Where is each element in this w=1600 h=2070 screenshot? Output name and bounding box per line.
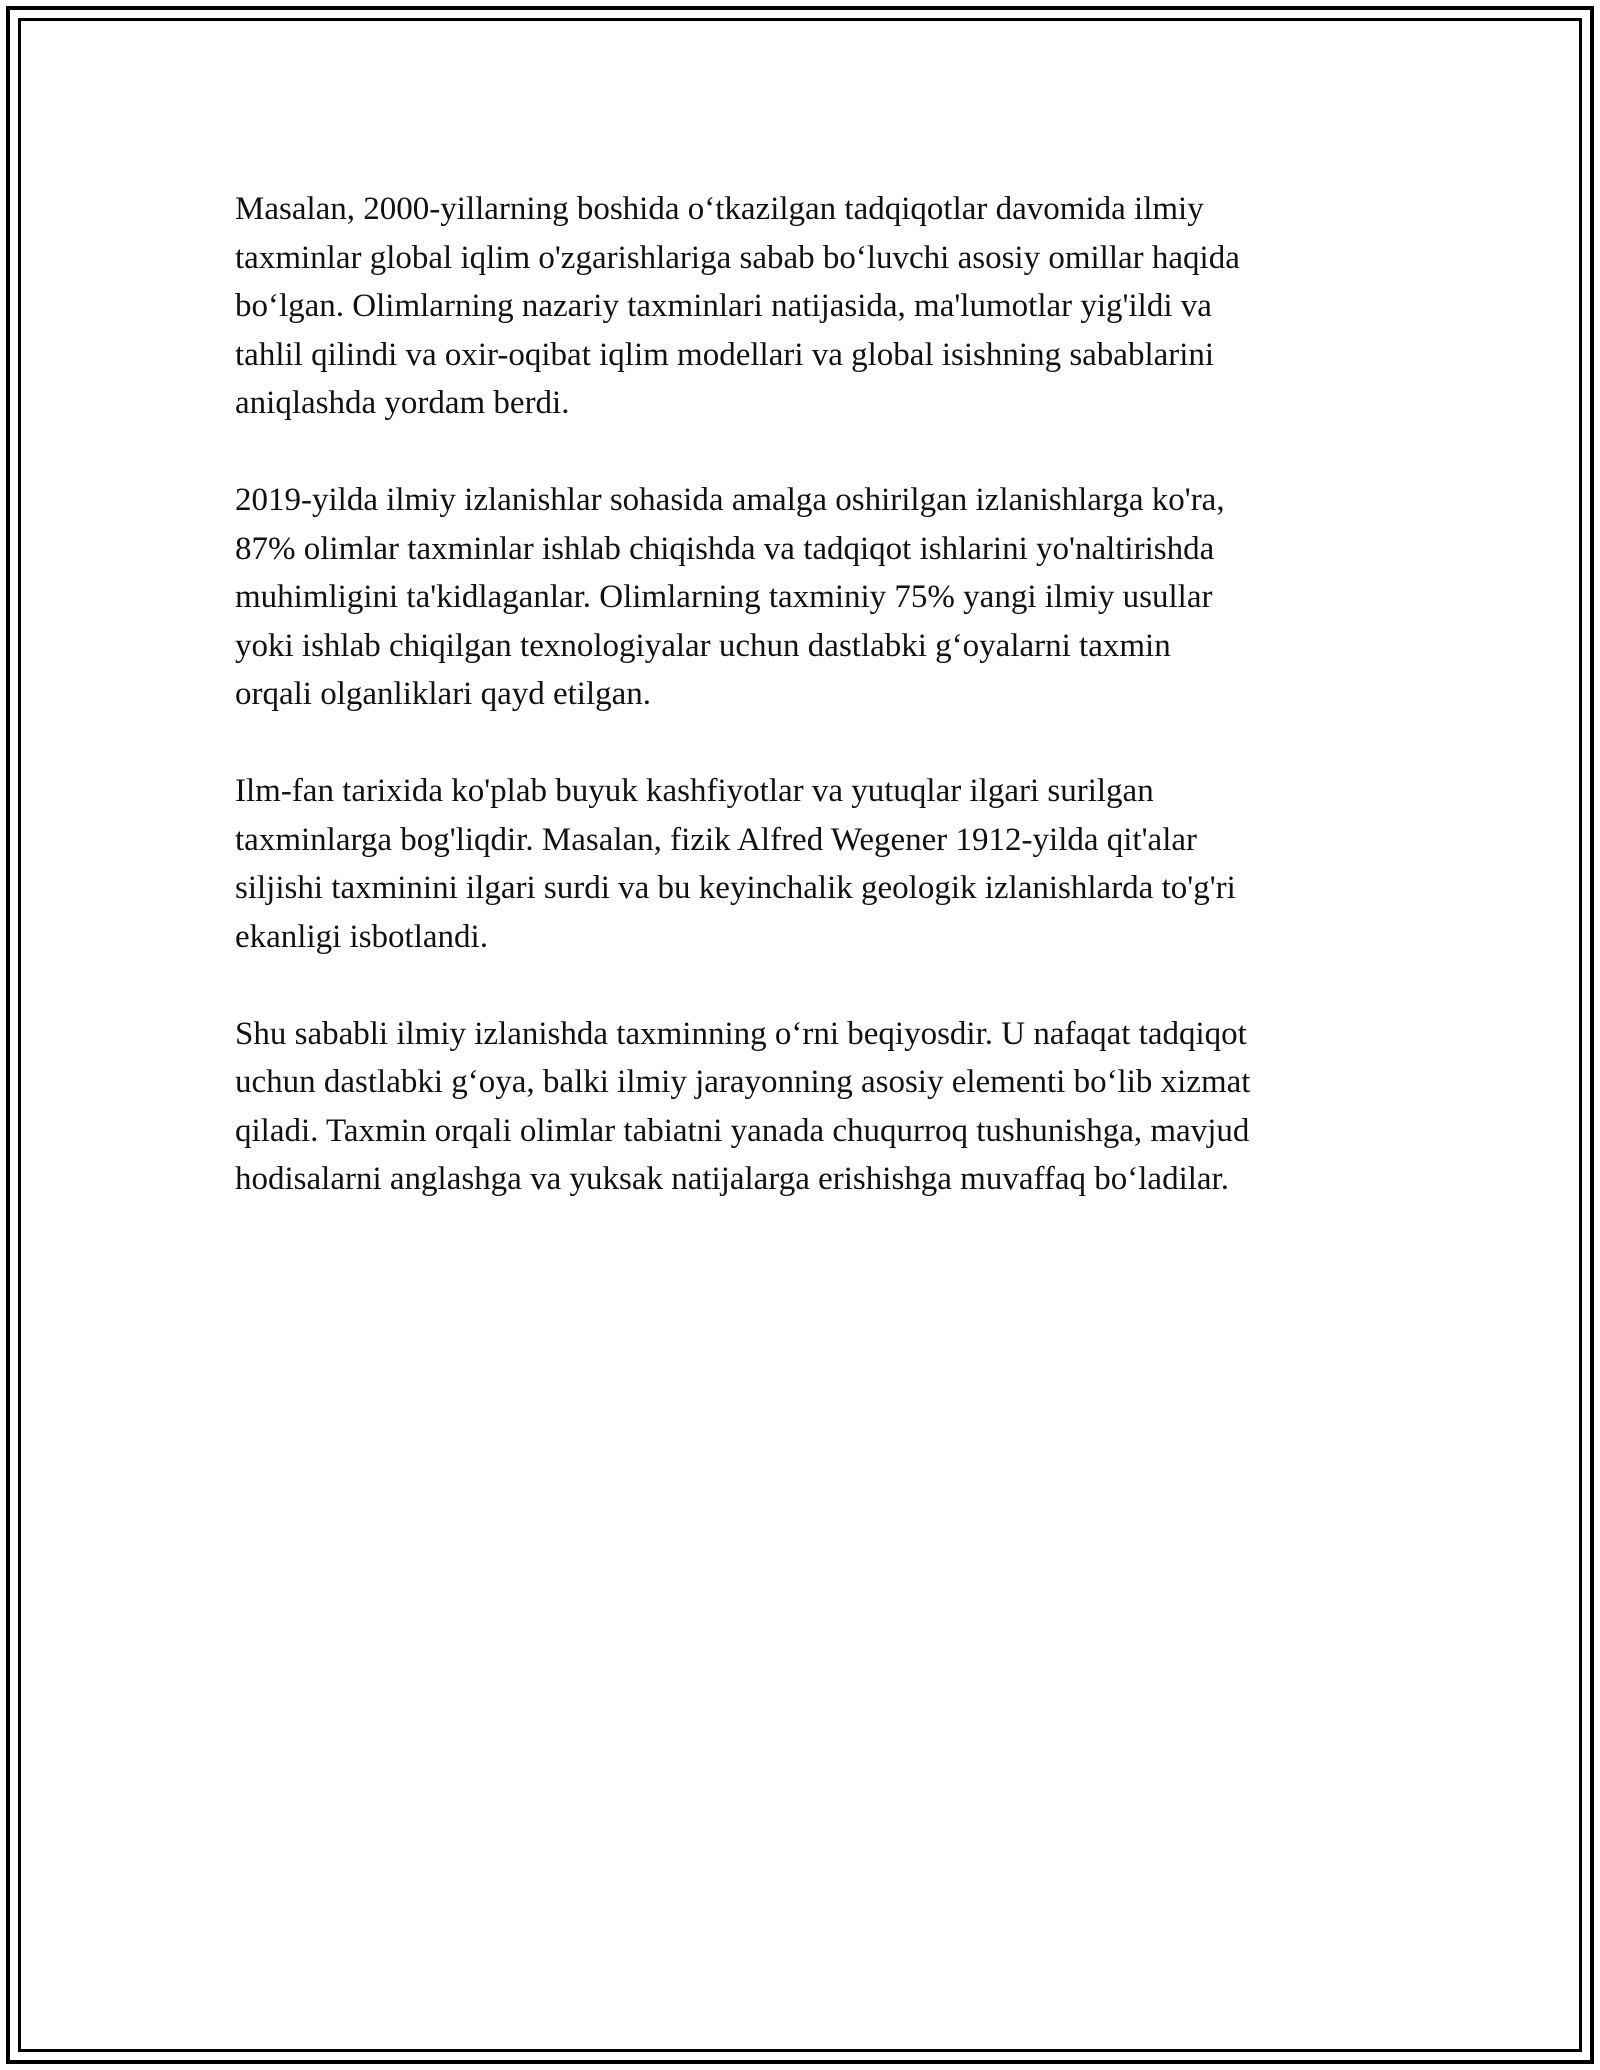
paragraph-1: [235, 185, 1405, 428]
paragraph-line: Masalan, 2000-yillarning boshida o‘tkazilgan tadqiqotlar davomida ilmiy: [235, 191, 1204, 227]
paragraph-line: tahlil qilindi va oxir-oqibat iqlim modellari va global isishning sabablarini: [235, 336, 1215, 373]
paragraph-4: [235, 1010, 1405, 1204]
document-body: [235, 185, 1405, 1252]
paragraph-line: qiladi. Taxmin orqali olimlar tabiatni yanada chuqurroq tushunishga, mavjud: [235, 1112, 1250, 1149]
paragraph-line: yoki ishlab chiqilgan texnologiyalar uchun dastlabki g‘oyalarni taxmin: [235, 627, 1171, 664]
paragraph-line: orqali olganliklari qayd etilgan.: [235, 676, 652, 712]
paragraph-line: 87% olimlar taxminlar ishlab chiqishda va tadqiqot ishlarini yo'naltirishda: [235, 530, 1215, 567]
paragraph-line: bo‘lgan. Olimlarning nazariy taxminlari natijasida, ma'lumotlar yig'ildi va: [235, 288, 1212, 324]
paragraph-2: [235, 476, 1405, 719]
paragraph-line: muhimligini ta'kidlaganlar. Olimlarning taxminiy 75% yangi ilmiy usullar: [235, 579, 1213, 615]
paragraph-line: Ilm-fan tarixida ko'plab buyuk kashfiyotlar va yutuqlar ilgari surilgan: [235, 773, 1154, 809]
paragraph-line: 2019-yilda ilmiy izlanishlar sohasida amalga oshirilgan izlanishlarga ko'ra,: [235, 482, 1225, 518]
paragraph-line: ekanligi isbotlandi.: [235, 918, 488, 955]
paragraph-line: hodisalarni anglashga va yuksak natijalarga erishishga muvaffaq bo‘ladilar.: [235, 1161, 1229, 1197]
paragraph-line: siljishi taxminini ilgari surdi va bu keyinchalik geologik izlanishlarda to'g'ri: [235, 870, 1236, 906]
paragraph-line: aniqlashda yordam berdi.: [235, 385, 570, 421]
paragraph-line: taxminlarga bog'liqdir. Masalan, fizik Alfred Wegener 1912-yilda qit'alar: [235, 821, 1197, 858]
paragraph-line: taxminlar global iqlim o'zgarishlariga sabab bo‘luvchi asosiy omillar haqida: [235, 239, 1240, 276]
paragraph-line: uchun dastlabki g‘oya, balki ilmiy jarayonning asosiy elementi bo‘lib xizmat: [235, 1064, 1251, 1100]
paragraph-3: [235, 767, 1405, 961]
paragraph-line: Shu sababli ilmiy izlanishda taxminning o‘rni beqiyosdir. U nafaqat tadqiqot: [235, 1015, 1247, 1052]
